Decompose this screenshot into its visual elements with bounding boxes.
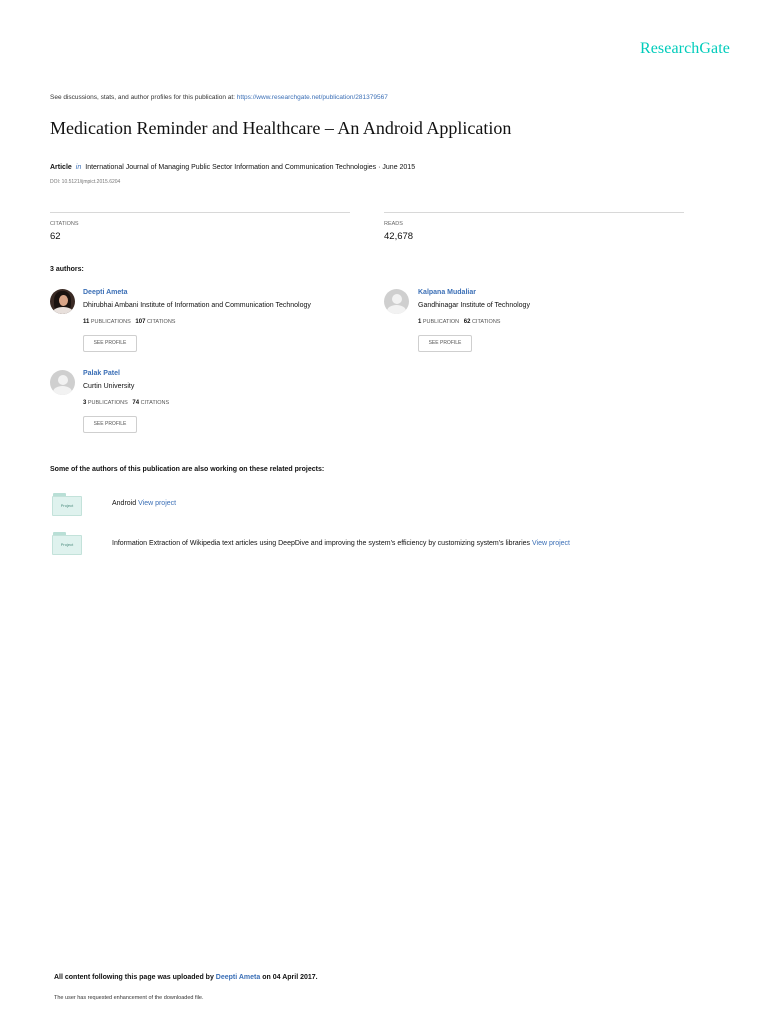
author-institution: Gandhinagar Institute of Technology <box>418 302 530 309</box>
doi: DOI: 10.5121/ijmpict.2015.6204 <box>50 179 121 185</box>
author-stats: 1 PUBLICATION 62 CITATIONS <box>418 319 501 325</box>
upload-suffix: on 04 April 2017. <box>262 974 318 981</box>
project-folder-icon[interactable]: Project <box>52 493 82 517</box>
author-institution: Curtin University <box>83 383 135 390</box>
citations-label: CITATIONS <box>50 221 79 227</box>
researchgate-logo[interactable]: ResearchGate <box>639 40 730 57</box>
article-meta <box>50 164 415 171</box>
author-name[interactable]: Kalpana Mudaliar <box>418 289 476 296</box>
author-stats: 3 PUBLICATIONS 74 CITATIONS <box>83 400 170 406</box>
avatar[interactable] <box>50 289 75 314</box>
in-label: in <box>75 164 82 171</box>
upload-prefix: All content following this page was uploaded by <box>54 974 214 981</box>
projects-heading: Some of the authors of this publication are also working on these related projects: <box>50 466 325 473</box>
author-name[interactable]: Deepti Ameta <box>83 289 128 296</box>
view-project-link[interactable]: View project <box>532 540 571 547</box>
see-profile-button[interactable]: SEE PROFILE <box>83 335 137 352</box>
authors-heading: 3 authors: <box>50 266 84 273</box>
reads-label: READS <box>384 221 403 227</box>
reads-divider <box>384 212 684 213</box>
avatar[interactable] <box>384 289 409 314</box>
download-note: The user has requested enhancement of the downloaded file. <box>54 995 204 1001</box>
citations-value: 62 <box>50 231 61 242</box>
article-type: Article <box>50 164 72 171</box>
avatar[interactable] <box>50 370 75 395</box>
publication-link[interactable]: https://www.researchgate.net/publication/281379567 <box>236 94 388 101</box>
journal-line: International Journal of Managing Public Sector Information and Communication Technologies · June 2015 <box>85 164 416 171</box>
citations-divider <box>50 212 350 213</box>
project-item <box>112 540 570 547</box>
reads-value: 42,678 <box>384 231 414 242</box>
upload-note <box>54 974 318 981</box>
discussion-line <box>50 94 388 101</box>
discussion-prefix: See discussions, stats, and author profiles for this publication at: <box>50 94 237 101</box>
view-project-link[interactable]: View project <box>138 500 177 507</box>
project-title: Information Extraction of Wikipedia text articles using DeepDive and improving the system's efficiency by customizing system's libraries <box>112 540 531 547</box>
see-profile-button[interactable]: SEE PROFILE <box>83 416 137 433</box>
page-title: Medication Reminder and Healthcare – An Android Application <box>50 118 512 138</box>
project-item <box>112 500 176 507</box>
author-name[interactable]: Palak Patel <box>83 370 120 377</box>
project-title: Android <box>112 500 137 507</box>
author-stats: 11 PUBLICATIONS 107 CITATIONS <box>83 319 176 325</box>
project-folder-icon[interactable]: Project <box>52 532 82 556</box>
uploader-link[interactable]: Deepti Ameta <box>215 974 261 981</box>
see-profile-button[interactable]: SEE PROFILE <box>418 335 472 352</box>
author-institution: Dhirubhai Ambani Institute of Information and Communication Technology <box>83 302 311 309</box>
